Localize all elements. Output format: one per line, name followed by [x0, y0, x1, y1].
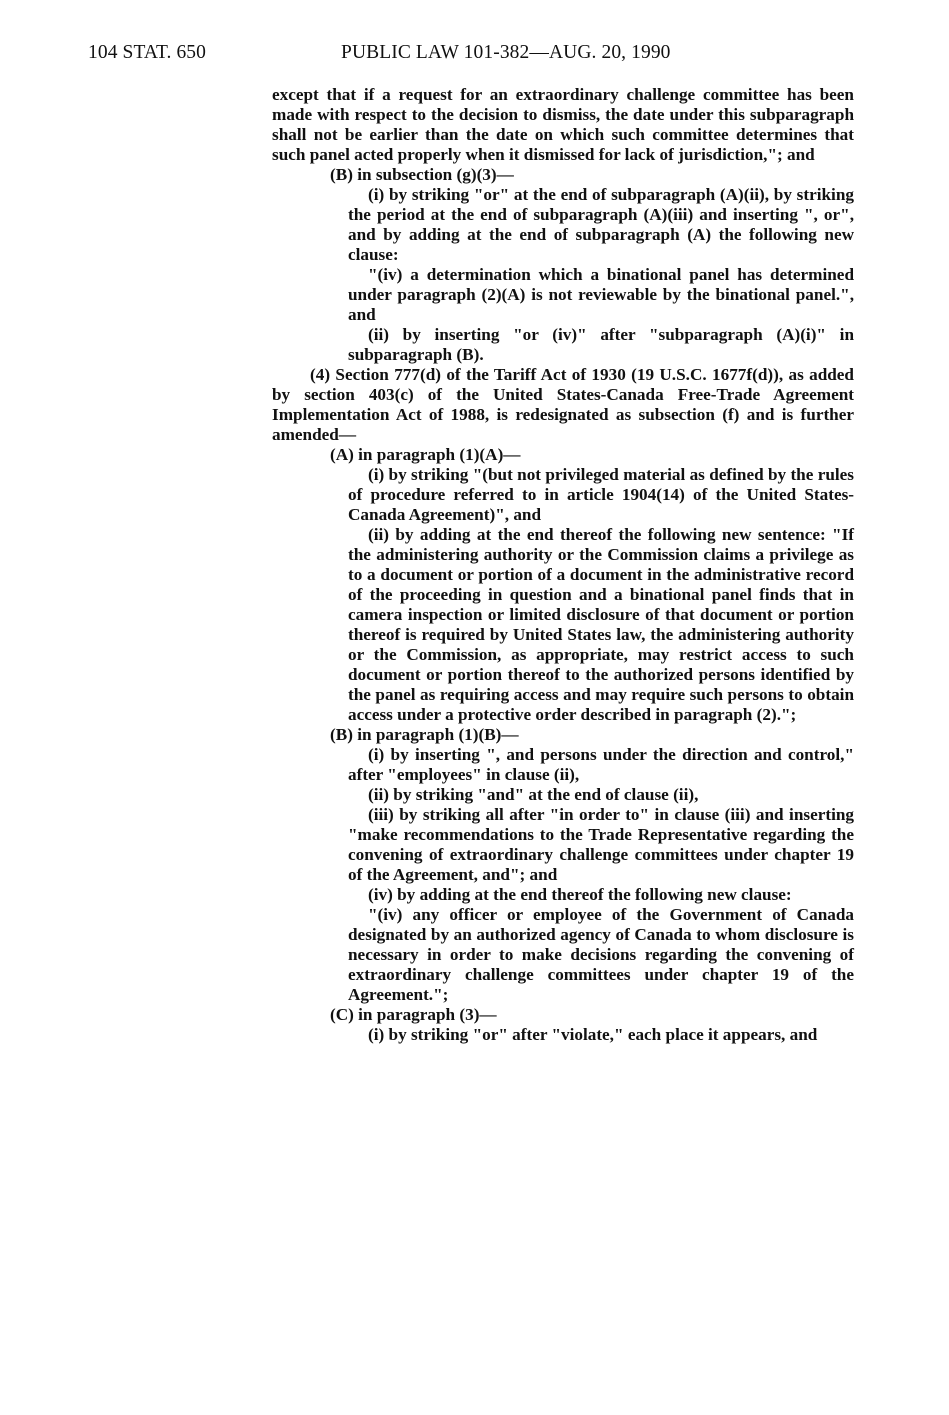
statute-page-number: 104 STAT. 650 [88, 42, 207, 63]
subparagraph-b: (B) in subsection (g)(3)— [330, 165, 514, 184]
paragraph-continuation: except that if a request for an extraordinary challenge committee has been made with respect to the decision to dismiss, the date under this subparagraph shall not be earlier than the date on which such committee determines that such panel acted properly when it dismissed for lack of jurisdiction,"; and [272, 85, 854, 164]
clause-i: (i) by inserting ", and persons under the direction and control," after "employees" in clause (ii), [348, 745, 854, 784]
clause-i: (i) by striking "(but not privileged material as defined by the rules of procedure referred to in article 1904(14) of the United States-Canada Agreement)", and [348, 465, 854, 524]
clause-iii: (iii) by striking all after "in order to" in clause (iii) and inserting "make recommendations to the Trade Representative regarding the convening of extraordinary challenge committees under chapter 19 of the Agreement, and"; and [348, 805, 854, 884]
subparagraph-c: (C) in paragraph (3)— [330, 1005, 497, 1024]
section-4: (4) Section 777(d) of the Tariff Act of 1930 (19 U.S.C. 1677f(d)), as added by section 403(c) of the United States-Canada Free-Trade Agreement Implementation Act of 1988, is redesignated as subsection (f) and is further amended— [272, 365, 854, 444]
clause-ii: (ii) by inserting "or (iv)" after "subparagraph (A)(i)" in subparagraph (B). [348, 325, 854, 364]
quoted-clause-iv: "(iv) a determination which a binational panel has determined under paragraph (2)(A) is not reviewable by the binational panel.", and [348, 265, 854, 324]
clause-iv: (iv) by adding at the end thereof the following new clause: [368, 885, 792, 904]
running-title: PUBLIC LAW 101-382—AUG. 20, 1990 [341, 42, 671, 63]
clause-ii: (ii) by adding at the end thereof the following new sentence: "If the administering authority or the Commission claims a privilege as to a document or portion of a document in the administrative record of the proceeding in question and a binational panel finds that in camera inspection or limited disclosure of that document or portion thereof is required by United States law, the administering authority or the Commission, as appropriate, may restrict access to such document or portion thereof to the authorized persons identified by the panel as requiring access and may require such persons to obtain access under a protective order described in paragraph (2)."; [348, 525, 854, 724]
subparagraph-b: (B) in paragraph (1)(B)— [330, 725, 519, 744]
clause-i: (i) by striking "or" at the end of subparagraph (A)(ii), by striking the period at the end of subparagraph (A)(iii) and inserting ", or", and by adding at the end of subparagraph (A) the following new clause: [348, 185, 854, 264]
page-header [88, 42, 888, 72]
subparagraph-a: (A) in paragraph (1)(A)— [330, 445, 521, 464]
quoted-clause-iv: "(iv) any officer or employee of the Government of Canada designated by an authorized agency of Canada to whom disclosure is necessary in order to make decisions regarding the convening of extraordinary challenge committees under chapter 19 of the Agreement."; [348, 905, 854, 1004]
clause-ii: (ii) by striking "and" at the end of clause (ii), [368, 785, 699, 804]
clause-i: (i) by striking "or" after "violate," each place it appears, and [368, 1025, 818, 1044]
document-body [272, 85, 854, 1045]
